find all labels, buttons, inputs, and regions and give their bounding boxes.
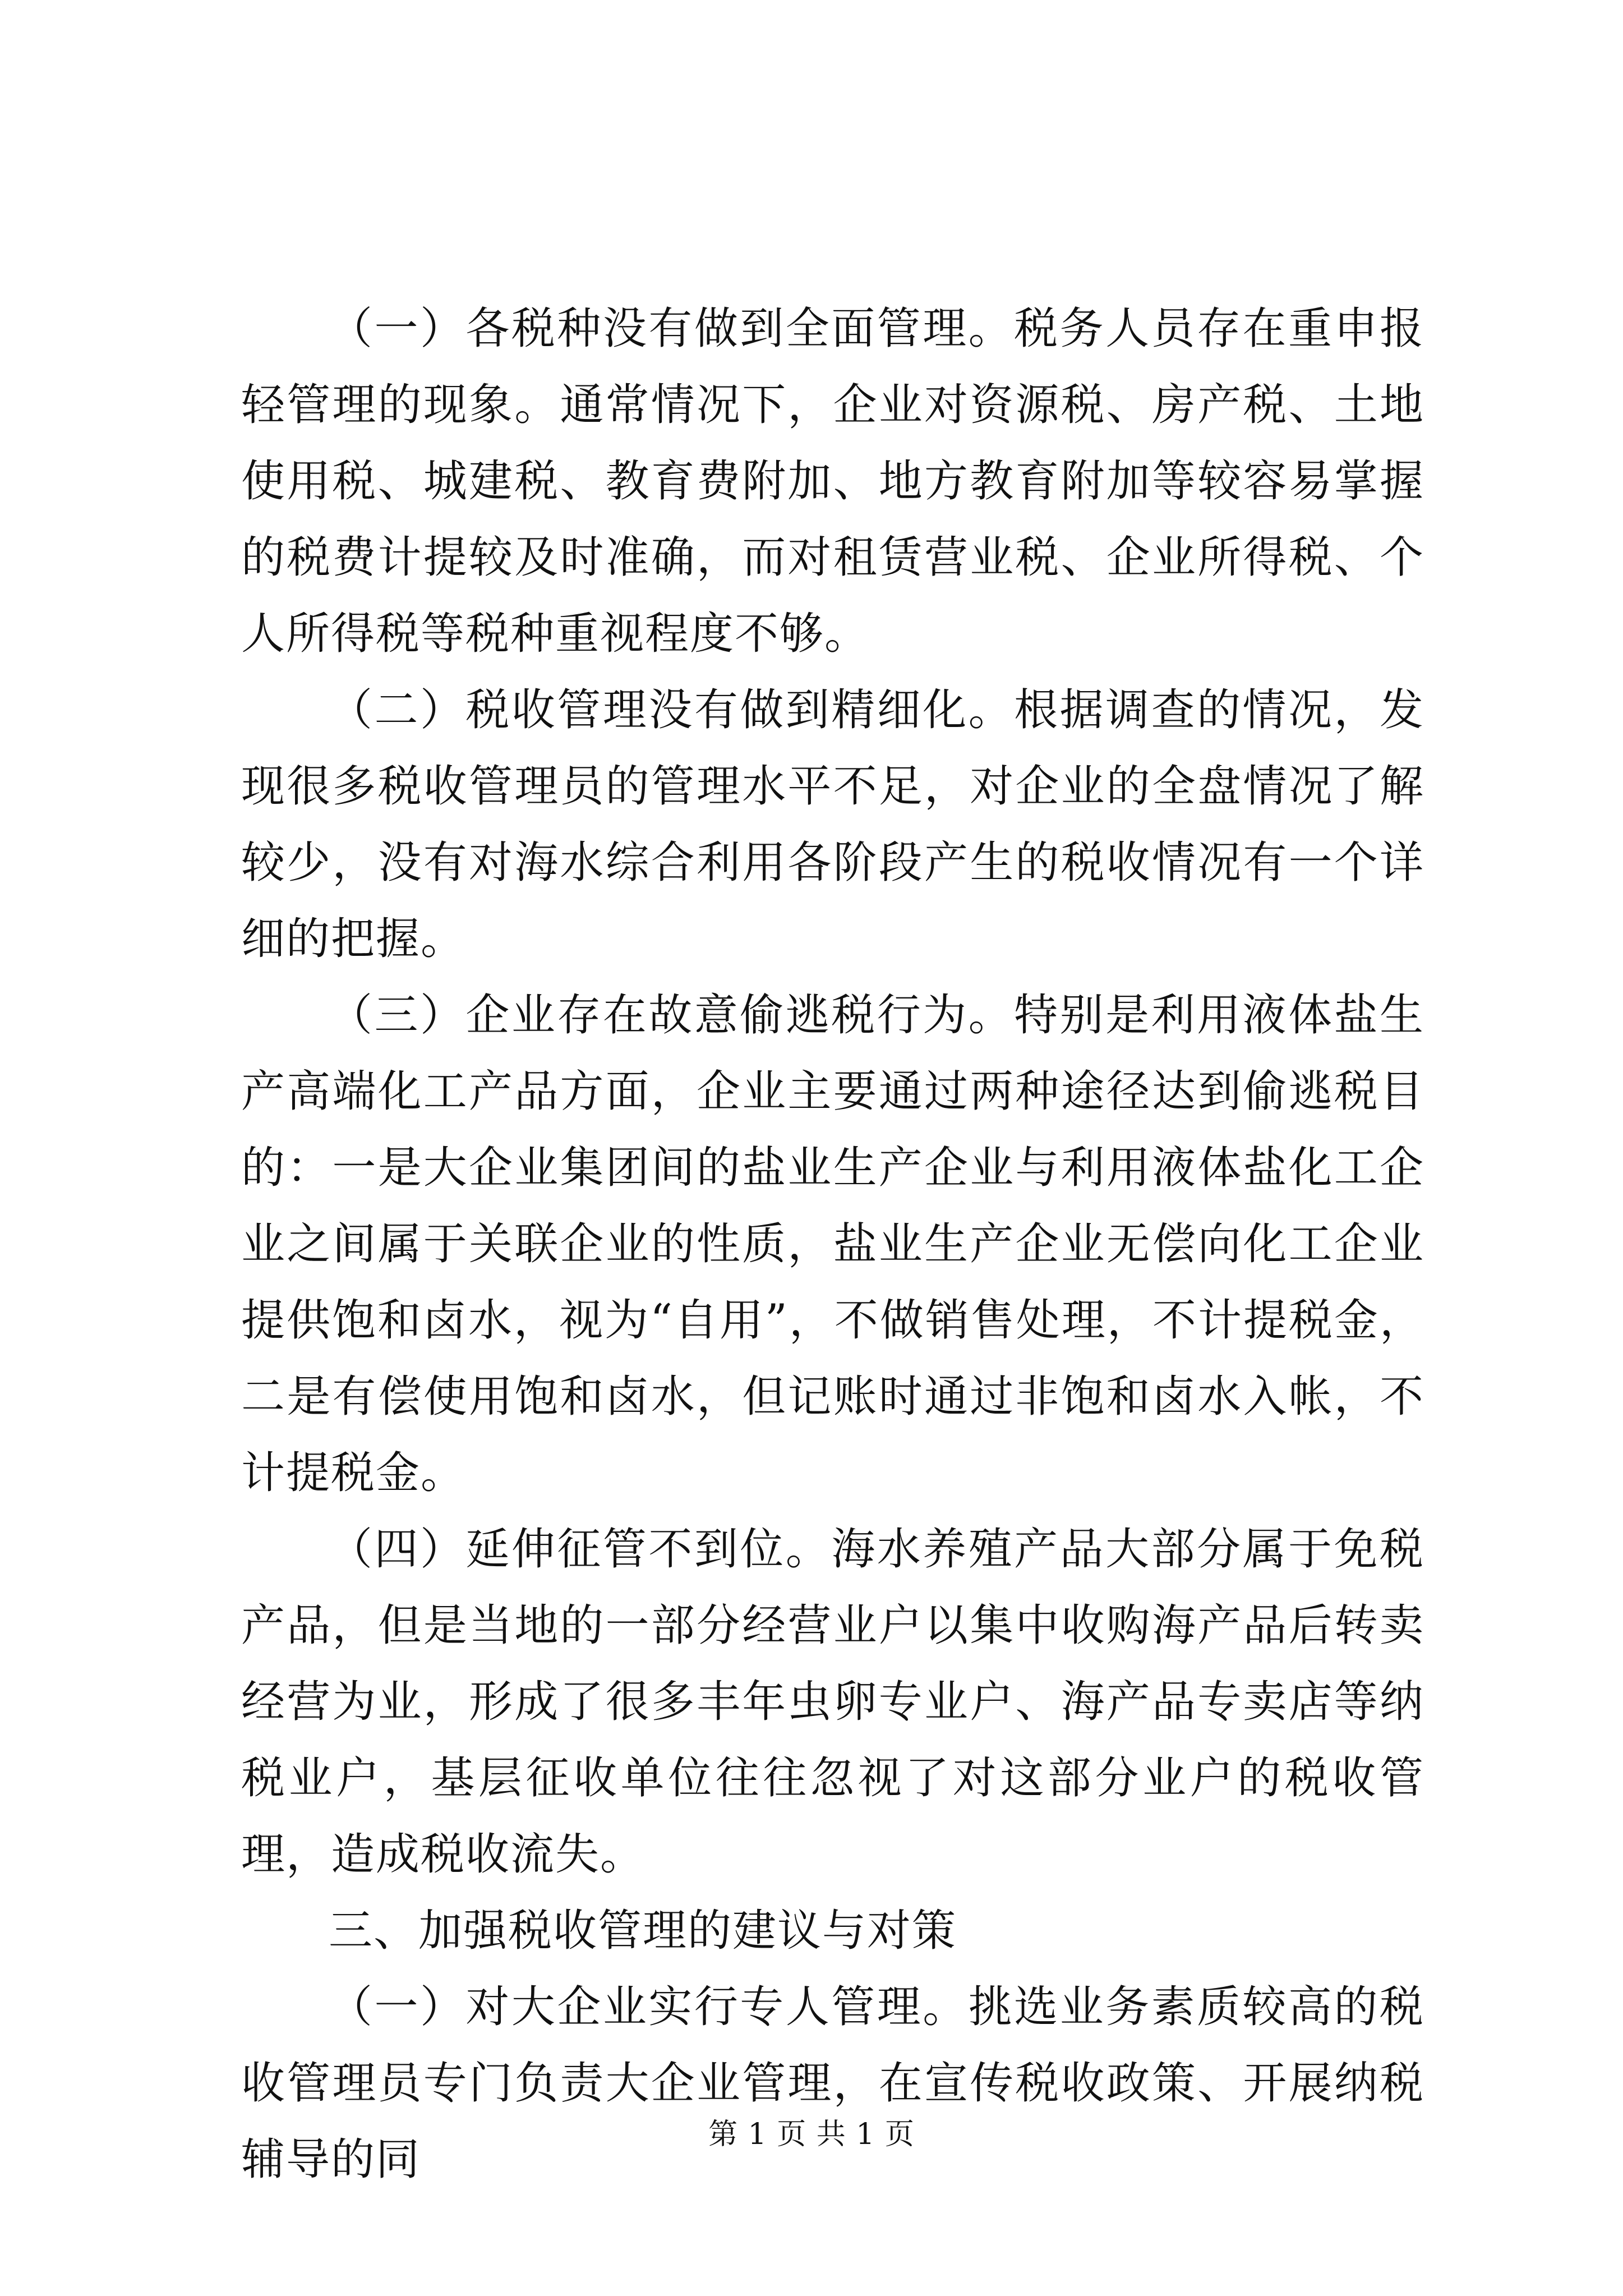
page-footer: 第 1 页 共 1 页 [708, 2118, 915, 2151]
section-heading: 三、加强税收管理的建议与对策 [329, 1906, 957, 1956]
paragraph-5: （一）对大企业实行专人管理。挑选业务素质较高的税收管理员专门负责大企业管理，在宣传税收政策、开展纳税辅导的同 [241, 1982, 1424, 2185]
paragraph-2: （二）税收管理没有做到精细化。根据调查的情况，发现很多税收管理员的管理水平不足，对企业的全盘情况了解较少，没有对海水综合利用各阶段产生的税收情况有一个详细的把握。 [241, 685, 1424, 964]
paragraph-1: （一）各税种没有做到全面管理。税务人员存在重申报轻管理的现象。通常情况下，企业对资源税、房产税、土地使用税、城建税、教育费附加、地方教育附加等较容易掌握的税费计提较及时准确，而对租赁营业税、企业所得税、个人所得税等税种重视程度不够。 [241, 303, 1424, 659]
paragraph-3: （三）企业存在故意偷逃税行为。特别是利用液体盐生产高端化工产品方面，企业主要通过两种途径达到偷逃税目的：一是大企业集团间的盐业生产企业与利用液体盐化工企业之间属于关联企业的性质，盐业生产企业无偿向化工企业提供饱和卤水，视为“自用”，不做销售处理，不计提税金，二是有偿使用饱和卤水，但记账时通过非饱和卤水入帐，不计提税金。 [241, 990, 1424, 1498]
document-body [241, 291, 1424, 2198]
paragraph-4: （四）延伸征管不到位。海水养殖产品大部分属于免税产品，但是当地的一部分经营业户以集中收购海产品后转卖经营为业，形成了很多丰年虫卵专业户、海产品专卖店等纳税业户，基层征收单位往往忽视了对这部分业户的税收管理，造成税收流失。 [241, 1524, 1424, 1880]
